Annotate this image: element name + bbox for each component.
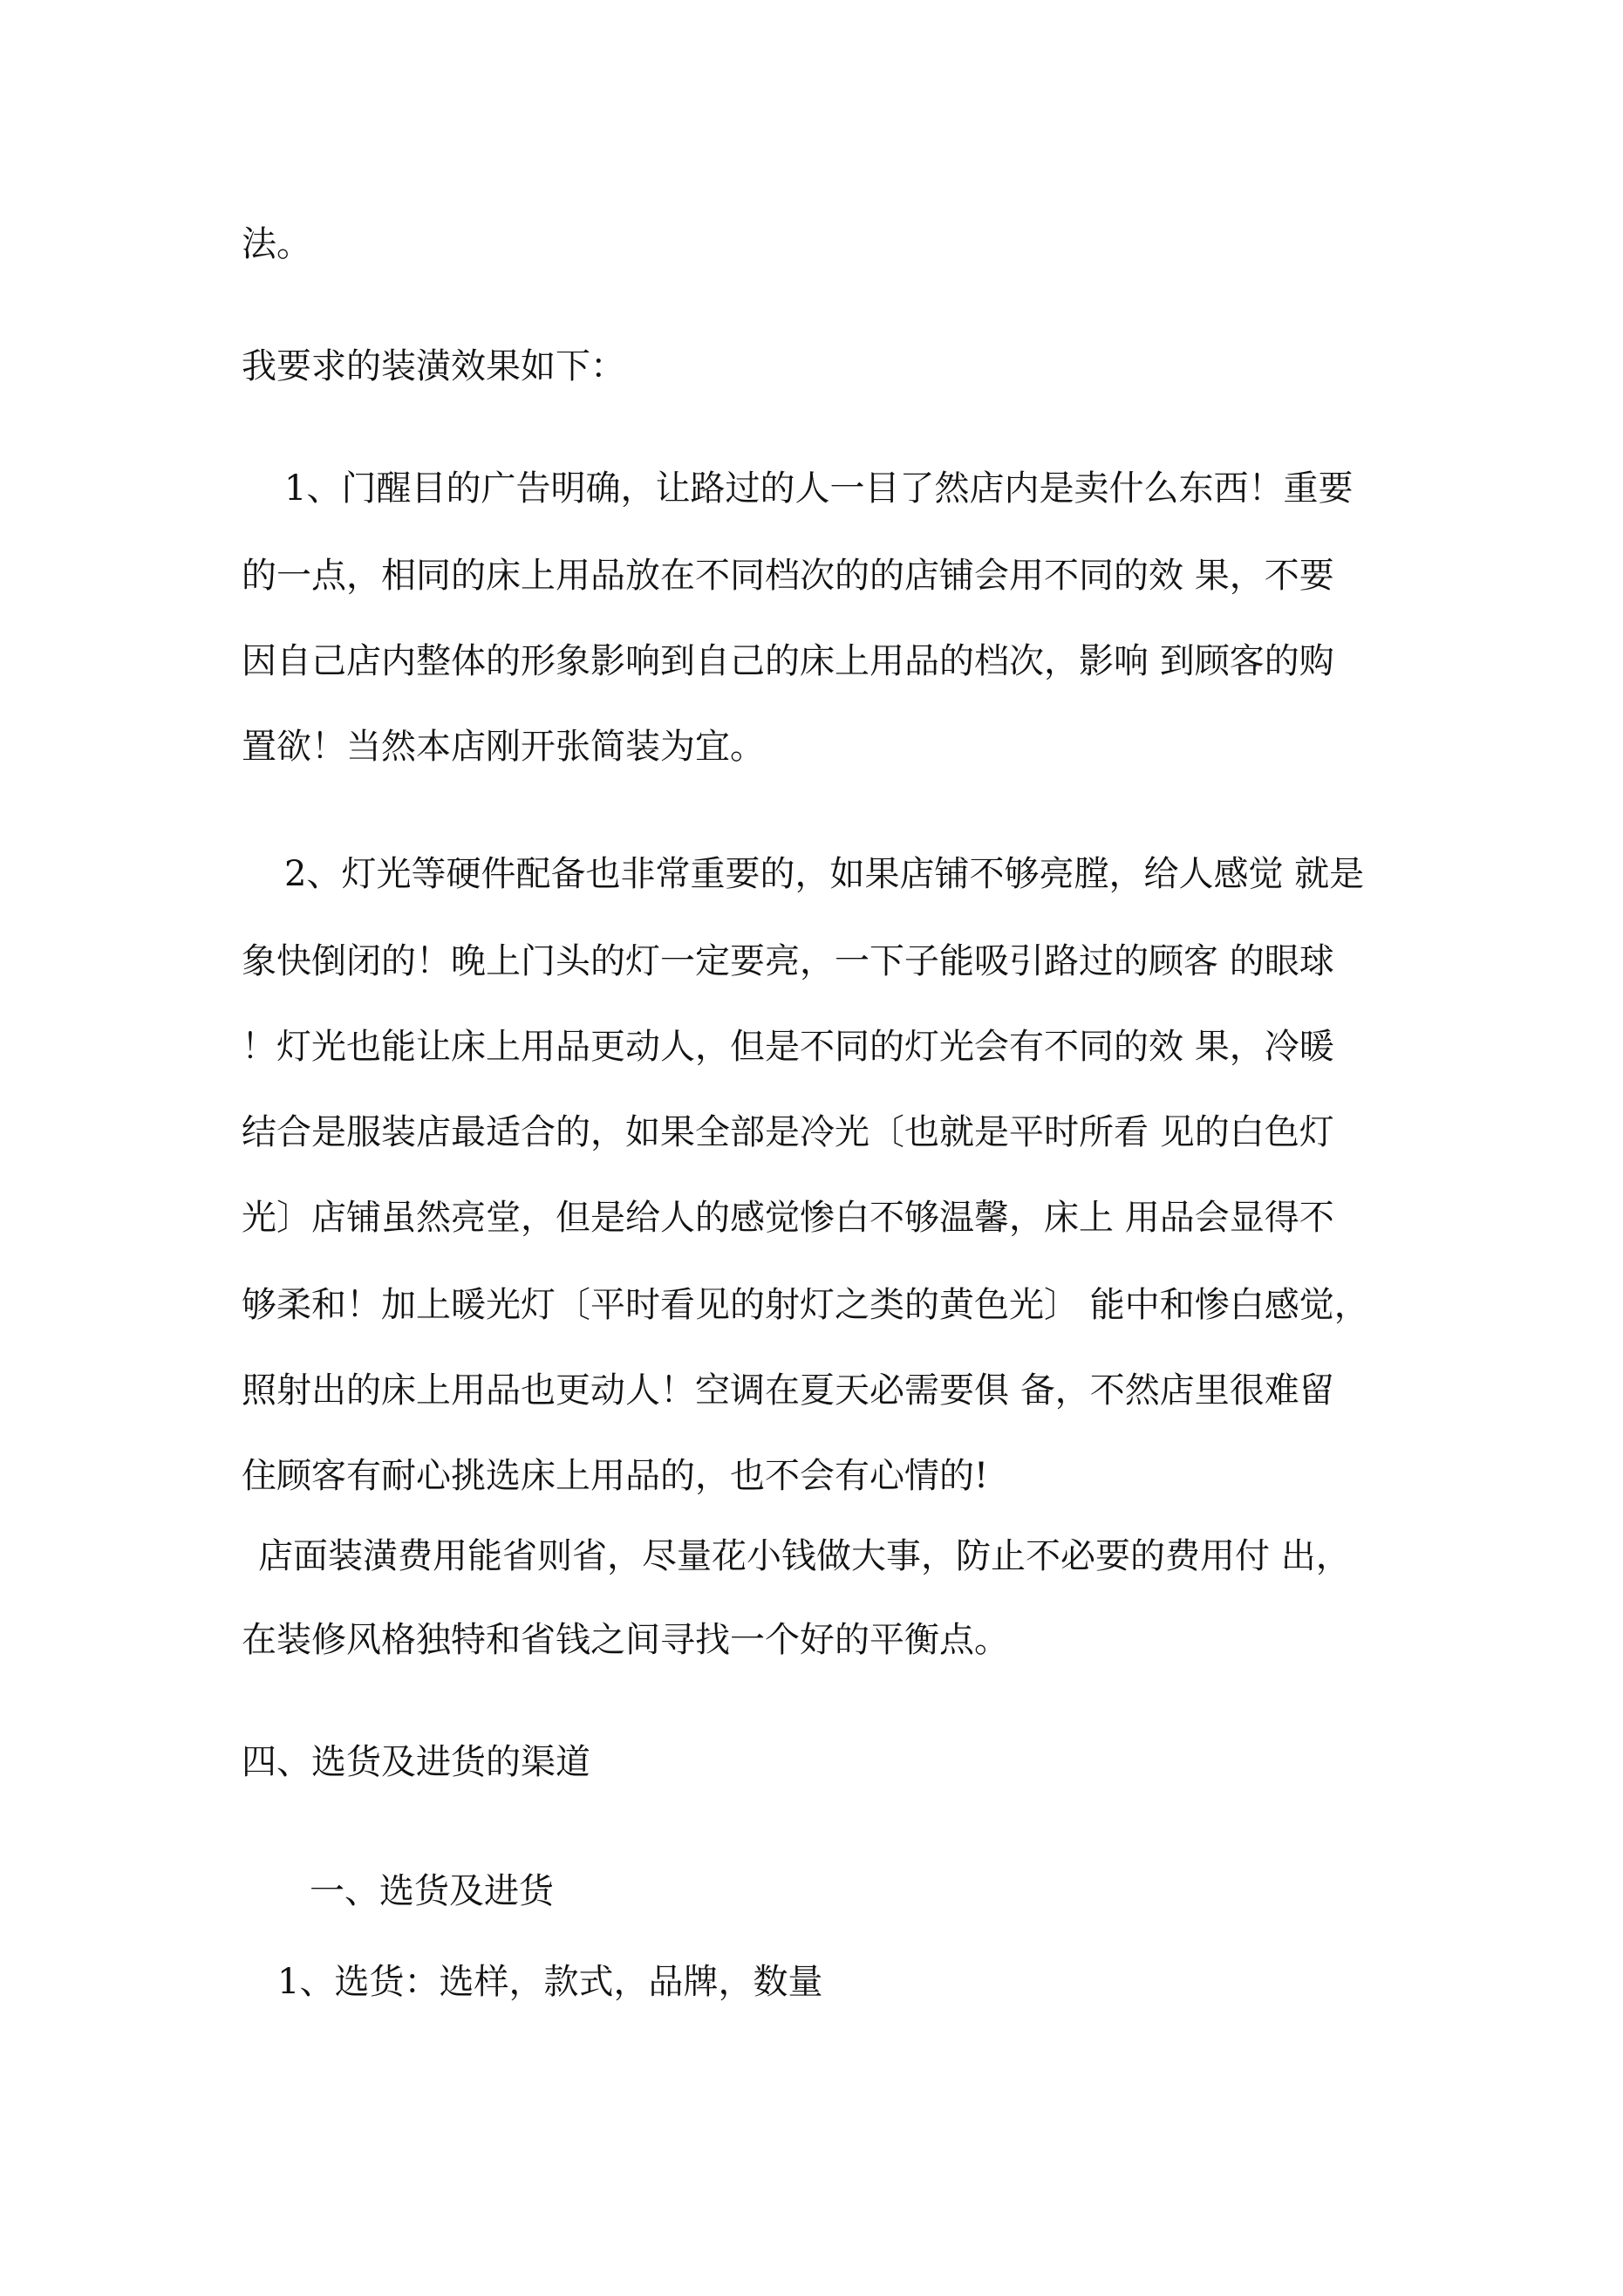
paragraph-1-line: 1、门醒目的广告明确，让路过的人一目了然店内是卖什么东西！重要: [284, 468, 1354, 509]
list-item: 1、选货：选样，款式，品牌，数量: [277, 1962, 823, 2002]
paragraph-2-line: 照射出的床上用品也更动人！空调在夏天必需要俱 备，不然店里很难留: [242, 1370, 1334, 1411]
subsection-heading: 一、选货及进货: [310, 1871, 554, 1911]
paragraph-2-line: 象快倒闭的！晚上门头的灯一定要亮，一下子能吸引路过的顾客 的眼球: [242, 941, 1334, 981]
paragraph-2-line: 住顾客有耐心挑选床上用品的，也不会有心情的!: [242, 1456, 989, 1496]
paragraph-1-line: 因自己店内整体的形象影响到自己的床上用品的档次，影响 到顾客的购: [242, 641, 1334, 681]
paragraph-2-line: ！灯光也能让床上用品更动人，但是不同的灯光会有不同的效 果，冷暖: [242, 1027, 1334, 1067]
paragraph-2-line: 够柔和！加上暖光灯〔平时看见的射灯之类的黄色光〕 能中和惨白感觉，: [242, 1285, 1369, 1325]
paragraph-2-line: 2、灯光等硬件配备也非常重要的，如果店铺不够亮膛，给人感觉 就是: [284, 854, 1365, 894]
text-line: 我要求的装潢效果如下：: [242, 346, 625, 386]
paragraph-1-line: 置欲！当然本店刚开张简装为宜。: [242, 727, 765, 767]
paragraph-1-line: 的一点，相同的床上用品放在不同档次的的店铺会用不同的效 果，不要: [242, 556, 1334, 596]
paragraph-3-line: 店面装潢费用能省则省，尽量花小钱做大事，防止不必要的费用付 出，: [258, 1536, 1351, 1576]
text-line: 法。: [242, 224, 311, 264]
paragraph-2-line: 结合是服装店最适合的，如果全部是冷光〔也就是平时所看 见的白色灯: [242, 1112, 1334, 1152]
section-heading: 四、选货及进货的渠道: [242, 1742, 590, 1782]
paragraph-2-line: 光〕店铺虽然亮堂，但是给人的感觉惨白不够温馨，床上 用品会显得不: [242, 1198, 1334, 1238]
paragraph-3-line: 在装修风格独特和省钱之间寻找一个好的平衡点。: [242, 1620, 1009, 1660]
